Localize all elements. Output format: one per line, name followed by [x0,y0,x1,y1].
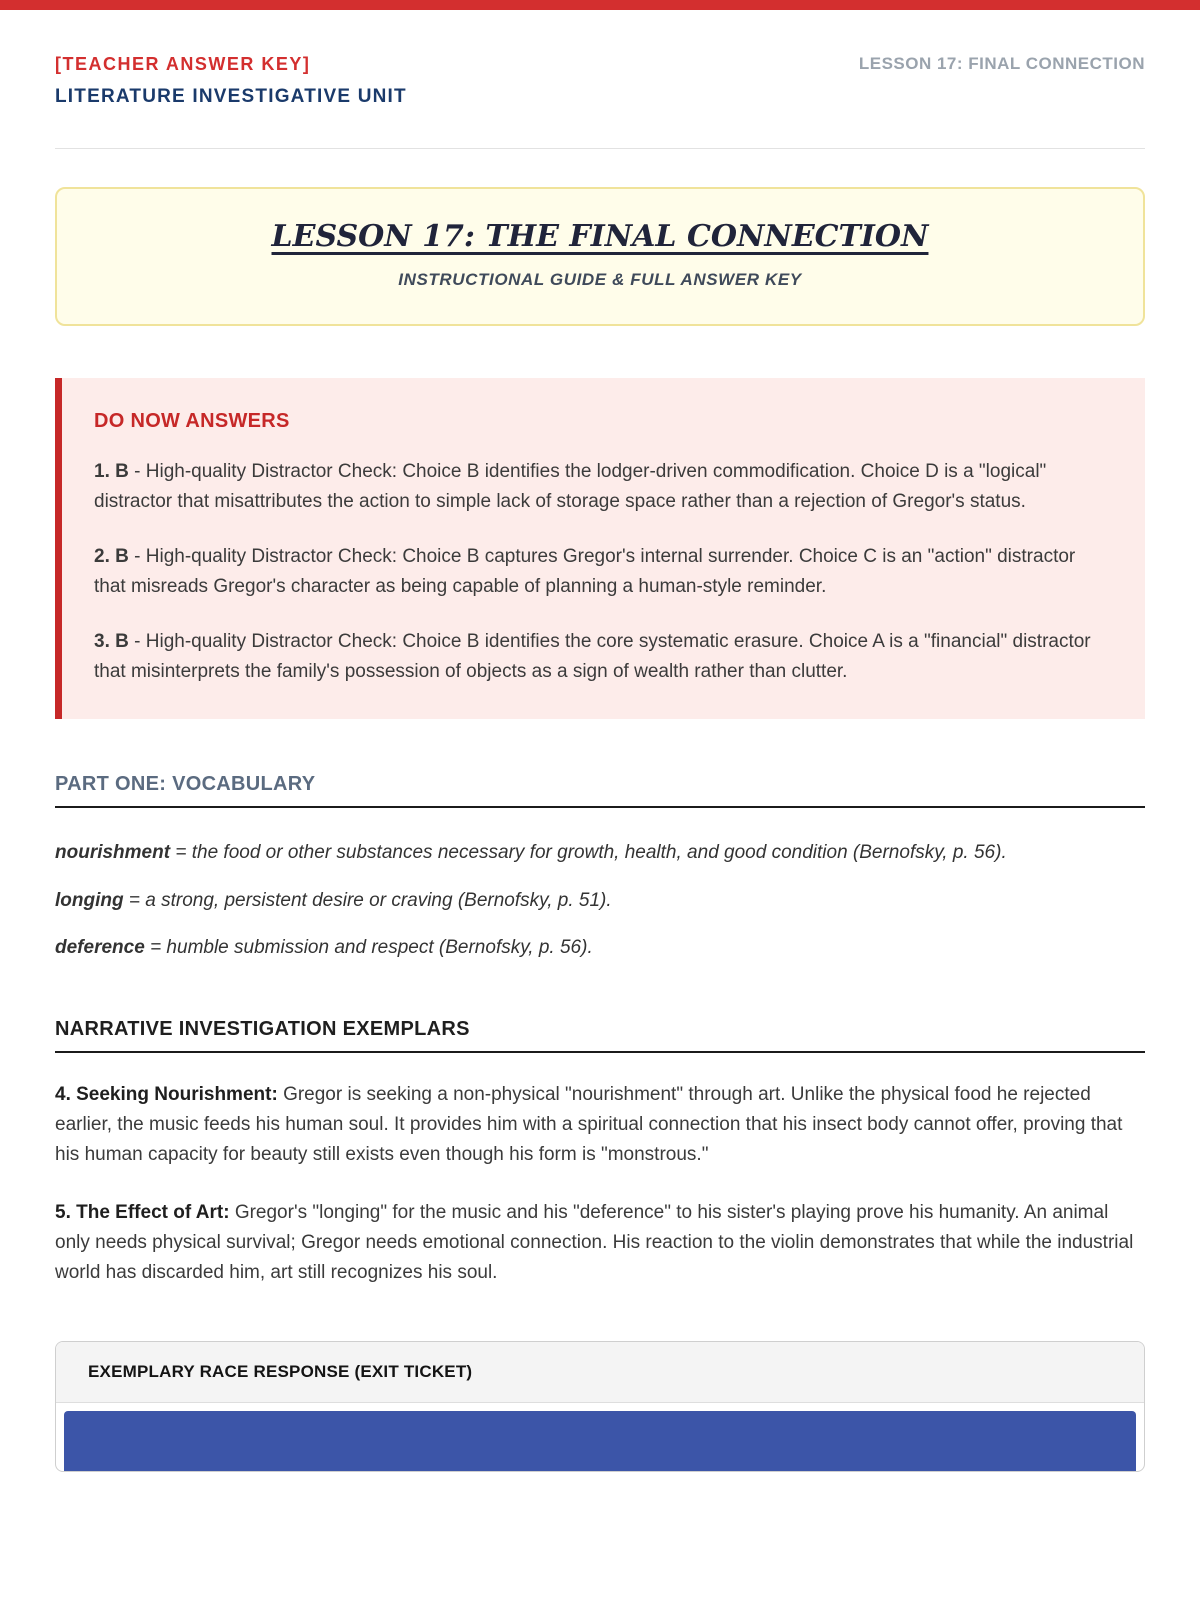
answer-2-text: - High-quality Distractor Check: Choice B captures Gregor's internal surrender. Choice C is an "action" distractor that misreads Gregor's character as being capable of planning a human-style reminder. [94,545,1076,598]
do-now-heading: DO NOW ANSWERS [94,410,290,432]
exit-ticket-heading: EXEMPLARY RACE RESPONSE (EXIT TICKET) [56,1342,1144,1403]
vocab-definition-1: = the food or other substances necessary for growth, health, and good condition (Bernofsky, p. 56). [175,842,1007,864]
vocabulary-section-heading: PART ONE: VOCABULARY [55,773,1145,808]
answer-2-label: 2. B [94,545,129,567]
lesson-title: LESSON 17: THE FINAL CONNECTION [271,219,929,254]
lesson-title-box [55,187,1145,326]
answer-3-label: 3. B [94,630,129,652]
page-header [55,10,1145,108]
lesson-subtitle: INSTRUCTIONAL GUIDE & FULL ANSWER KEY [398,270,802,289]
lesson-header-label: LESSON 17: FINAL CONNECTION [858,54,1145,73]
teacher-answer-key-label: [TEACHER ANSWER KEY] [55,54,311,74]
exemplar-4-label: 4. Seeking Nourishment: [55,1083,278,1105]
vocab-definition-2: = a strong, persistent desire or craving (Bernofsky, p. 51). [128,889,612,911]
exemplars-section-heading: NARRATIVE INVESTIGATION EXEMPLARS [55,1018,1145,1053]
exit-ticket-body [56,1403,1144,1471]
vocabulary-list [55,838,1145,963]
do-now-answer-3 [94,627,1111,688]
exemplar-5 [55,1198,1145,1289]
vocab-definition-3: = humble submission and respect (Bernofsky, p. 56). [150,937,593,959]
exemplar-4-text: Gregor is seeking a non-physical "nourishment" through art. Unlike the physical food he rejected earlier, the music feeds his human soul. It provides him with a spiritual connection that his insect body cannot offer, proving that his human capacity for beauty still exists even though his form is "monstrous." [55,1083,1123,1166]
do-now-answers-box [55,378,1145,719]
document-page [0,10,1200,1472]
exemplar-5-text: Gregor's "longing" for the music and his "deference" to his sister's playing prove his humanity. An animal only needs physical survival; Gregor needs emotional connection. His reaction to the violin demonstrates that while the industrial world has discarded him, art still recognizes his soul. [55,1201,1134,1284]
exemplar-4 [55,1080,1145,1171]
vocab-item-deference [55,933,1145,963]
do-now-answer-2 [94,542,1111,603]
vocab-item-nourishment [55,838,1145,868]
vocab-term-3: deference [55,937,145,959]
vocab-item-longing [55,886,1145,916]
unit-title: LITERATURE INVESTIGATIVE UNIT [55,86,407,107]
vocab-term-2: longing [55,889,124,911]
do-now-answer-1 [94,457,1111,518]
header-divider [55,148,1145,149]
answer-1-label: 1. B [94,461,129,482]
header-left [55,54,407,108]
top-accent-bar [0,0,1200,10]
answer-3-text: - High-quality Distractor Check: Choice B identifies the core systematic erasure. Choice A is a "financial" distractor that misinterprets the family's possession of objects as a sign of wealth rather than clutter. [94,630,1091,682]
answer-1-text: - High-quality Distractor Check: Choice B identifies the lodger-driven commodification. Choice D is a "logical" distractor that misattributes the action to simple lack of storage space rather than a rejection of Gregor's status. [94,461,1047,513]
exit-ticket-response-block [64,1411,1136,1471]
exemplar-5-label: 5. The Effect of Art: [55,1201,230,1223]
exit-ticket-box [55,1341,1145,1472]
vocab-term-1: nourishment [55,842,171,864]
